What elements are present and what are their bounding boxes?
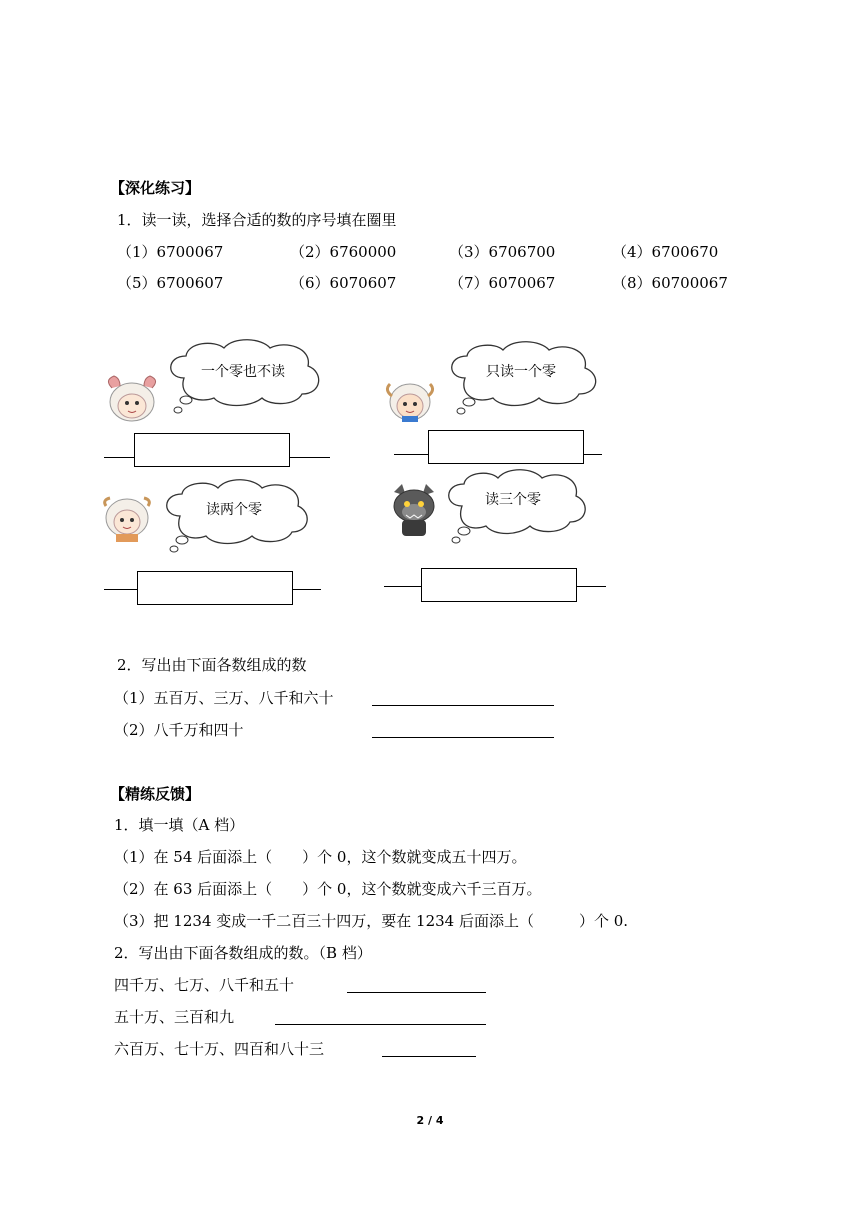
compose-item-1: 四千万、七万、八千和五十 [114, 976, 295, 994]
option-4: （4）6700670 [612, 243, 719, 261]
question-2-prompt: 2．写出由下面各数组成的数。（B 档） [114, 944, 372, 962]
question-1-prompt: 1．填一填（A 档） [114, 816, 245, 834]
fill-item-1: （1）在 54 后面添上（ ）个 0，这个数就变成五十四万。 [114, 848, 527, 866]
section-heading-practice-feedback: 【精练反馈】 [110, 785, 201, 803]
circle-line [104, 589, 137, 590]
thought-bubble [158, 478, 310, 554]
sheep-icon [384, 374, 436, 424]
option-5: （5）6700607 [117, 274, 224, 292]
answer-box-two-zeros[interactable] [137, 571, 293, 605]
circle-line [583, 454, 602, 455]
section-heading-deepen-practice: 【深化练习】 [110, 179, 201, 197]
bubble-text-no-zero: 一个零也不读 [201, 364, 285, 380]
circle-line [394, 454, 428, 455]
option-2: （2）6760000 [290, 243, 397, 261]
answer-box-three-zeros[interactable] [421, 568, 577, 602]
circle-line [292, 589, 321, 590]
thought-bubble [443, 340, 599, 416]
fill-item-2: （2）在 63 后面添上（ ）个 0，这个数就变成六千三百万。 [114, 880, 542, 898]
answer-blank[interactable] [372, 737, 554, 738]
question-2-item-1: （1）五百万、三万、八千和六十 [114, 689, 334, 707]
option-1: （1）6700067 [117, 243, 224, 261]
answer-blank[interactable] [372, 705, 554, 706]
thought-bubble [162, 338, 324, 418]
question-2-item-2: （2）八千万和四十 [114, 721, 244, 739]
sheep-icon [104, 372, 160, 424]
answer-blank[interactable] [347, 992, 486, 993]
circle-line [289, 457, 330, 458]
compose-item-3: 六百万、七十万、四百和八十三 [114, 1040, 325, 1058]
answer-blank[interactable] [275, 1024, 486, 1025]
wolf-icon [388, 482, 440, 538]
circle-line [384, 586, 421, 587]
bubble-text-two-zeros: 读两个零 [206, 502, 262, 518]
circle-line [576, 586, 606, 587]
compose-item-2: 五十万、三百和九 [114, 1008, 235, 1026]
sheep-icon [102, 492, 152, 544]
option-6: （6）6070607 [290, 274, 397, 292]
option-3: （3）6706700 [449, 243, 556, 261]
page-number: 2 / 4 [416, 1114, 444, 1127]
bubble-text-one-zero: 只读一个零 [486, 364, 556, 380]
thought-bubble [440, 470, 586, 546]
answer-box-no-zero[interactable] [134, 433, 290, 467]
question-1-prompt: 1．读一读，选择合适的数的序号填在圈里 [117, 211, 397, 229]
question-2-prompt: 2．写出由下面各数组成的数 [117, 656, 307, 674]
answer-blank[interactable] [382, 1056, 476, 1057]
fill-item-3: （3）把 1234 变成一千二百三十四万，要在 1234 后面添上（ ）个 0. [114, 912, 629, 930]
option-7: （7）6070067 [449, 274, 556, 292]
bubble-text-three-zeros: 读三个零 [485, 492, 541, 508]
circle-line [104, 457, 134, 458]
answer-box-one-zero[interactable] [428, 430, 584, 464]
option-8: （8）60700067 [612, 274, 728, 292]
